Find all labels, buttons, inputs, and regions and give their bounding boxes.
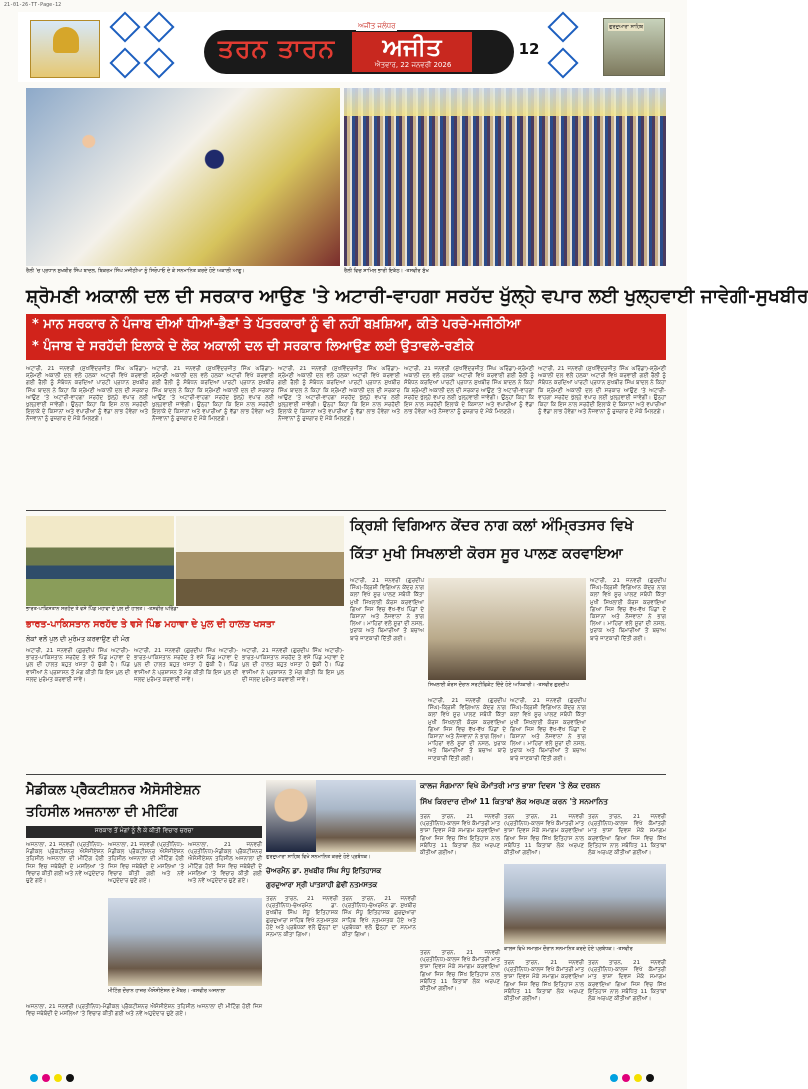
medical-kicker: ਸਰਕਾਰ ਤੋਂ ਮੰਗਾਂ ਨੂੰ ਲੈ ਕੇ ਕੀਤੀ ਵਿਚਾਰ ਚਰਚਾ xyxy=(26,826,262,838)
medical-caption: ਮੀਟਿੰਗ ਦੌਰਾਨ ਹਾਜ਼ਰ ਐਸੋਸੀਏਸ਼ਨ ਦੇ ਮੈਂਬਰ। -ਤਸਵੀਰ ਅਜਨਾਲਾ xyxy=(108,988,226,994)
medical-column-3: ਅਜਨਾਲਾ, 21 ਜਨਵਰੀ (ਪ੍ਰਤੀਨਿਧ)-ਮੈਡੀਕਲ ਪ੍ਰੈਕਟੀਸ਼ਨਰ ਐਸੋਸੀਏਸ਼ਨ ਤਹਿਸੀਲ ਅਜਨਾਲਾ ਦੀ ਮੀਟਿੰਗ ਹੋਈ ਜਿਸ ਵਿਚ ਜਥੇਬੰਦੀ ਦੇ ਮਸਲਿਆਂ 'ਤੇ ਵਿਚਾਰ ਕੀਤੀ ਗਈ ਅਤੇ ਨਵੇਂ ਅਹੁਦੇਦਾਰ ਚੁਣੇ ਗਏ। xyxy=(188,842,262,885)
magenta-swatch xyxy=(42,1074,50,1082)
bridge-headline: ਭਾਰਤ-ਪਾਕਿਸਤਾਨ ਸਰਹੱਦ ਤੇ ਵਸੇ ਪਿੰਡ ਮਹਾਵਾ ਦੇ ਪੁਲ ਦੀ ਹਾਲਤ ਖਸਤਾ xyxy=(26,619,275,630)
medical-headline-2: ਤਹਿਸੀਲ ਅਜਨਾਲਾ ਦੀ ਮੀਟਿੰਗ xyxy=(26,804,178,820)
kvk-column-1: ਅਟਾਰੀ, 21 ਜਨਵਰੀ (ਗੁਰਦੀਪ ਸਿੰਘ)-ਕ੍ਰਿਸ਼ੀ ਵਿਗਿਆਨ ਕੇਂਦਰ ਨਾਗ ਕਲਾਂ ਵਿਖੇ ਸੂਰ ਪਾਲਣ ਸਬੰਧੀ ਕਿੱਤਾ ਮੁਖੀ ਸਿਖਲਾਈ ਕੋਰਸ ਕਰਵਾਇਆ ਗਿਆ ਜਿਸ ਵਿਚ ਵੱਖ-ਵੱਖ ਪਿੰਡਾਂ ਦੇ ਕਿਸਾਨਾਂ ਅਤੇ ਨੌਜਵਾਨਾਂ ਨੇ ਭਾਗ ਲਿਆ। ਮਾਹਿਰਾਂ ਵਲੋਂ ਸੂਰਾਂ ਦੀ ਨਸਲ, ਖੁਰਾਕ ਅਤੇ ਬਿਮਾਰੀਆਂ ਤੋਂ ਬਚਾਅ ਬਾਰੇ ਜਾਣਕਾਰੀ ਦਿੱਤੀ ਗਈ। xyxy=(350,578,424,642)
gurdwara-caption: ਗੁਰਦੁਆਰਾ ਸਾਹਿਬ ਵਿਖੇ ਸਨਮਾਨਿਤ ਕਰਦੇ ਹੋਏ ਪ੍ਰਬੰਧਕ। xyxy=(266,854,371,860)
bridge-photo-2 xyxy=(176,516,344,606)
gurdwara-headline-1: ਚੇਅਰਮੈਨ ਡਾ. ਸੁਖਬੀਰ ਸਿੰਘ ਸੰਧੂ ਇਤਿਹਾਸਕ xyxy=(266,867,382,875)
bridge-subhead: ਲੋਕਾਂ ਵਲੋਂ ਪੁਲ ਦੀ ਮੁਰੰਮਤ ਕਰਵਾਉਣ ਦੀ ਮੰਗ xyxy=(26,635,130,643)
bridge-photo xyxy=(26,516,174,606)
black-swatch xyxy=(646,1074,654,1082)
bridge-caption: ਭਾਰਤ-ਪਾਕਿਸਤਾਨ ਸਰਹੱਦ ਤੇ ਵਸੇ ਪਿੰਡ ਮਹਾਵਾ ਦੇ ਪੁਲ ਦੀ ਹਾਲਤ। -ਤਸਵੀਰ ਘਰਿੰਡਾ xyxy=(26,606,179,612)
masthead xyxy=(18,12,670,82)
medical-headline-1: ਮੈਡੀਕਲ ਪ੍ਰੈਕਟੀਸ਼ਨਰ ਐਸੋਸੀਏਸ਼ਨ xyxy=(26,782,201,798)
page-slug: 21-01-26-TT-Page-12 xyxy=(4,2,62,8)
bridge-column-1: ਅਟਾਰੀ, 21 ਜਨਵਰੀ (ਗੁਰਦੀਪ ਸਿੰਘ ਅਟਾਰੀ)-ਭਾਰਤ-ਪਾਕਿਸਤਾਨ ਸਰਹੱਦ ਤੇ ਵਸੇ ਪਿੰਡ ਮਹਾਵਾ ਦੇ ਪੁਲ ਦੀ ਹਾਲਤ ਬਹੁਤ ਖਸਤਾ ਹੋ ਚੁੱਕੀ ਹੈ। ਪਿੰਡ ਵਾਸੀਆਂ ਨੇ ਪ੍ਰਸ਼ਾਸਨ ਤੋਂ ਮੰਗ ਕੀਤੀ ਕਿ ਇਸ ਪੁਲ ਦੀ ਜਲਦ ਮੁਰੰਮਤ ਕਰਵਾਈ ਜਾਵੇ। xyxy=(26,648,130,683)
college-column-3: ਤਰਨ ਤਾਰਨ, 21 ਜਨਵਰੀ (ਪ੍ਰਤੀਨਿਧ)-ਕਾਲਜ ਵਿਖੇ ਕੌਮਾਂਤਰੀ ਮਾਤ ਭਾਸ਼ਾ ਦਿਵਸ ਮੌਕੇ ਸਮਾਗਮ ਕਰਵਾਇਆ ਗਿਆ ਜਿਸ ਵਿਚ ਸਿੱਖ ਇਤਿਹਾਸ ਨਾਲ ਸਬੰਧਿਤ 11 ਕਿਤਾਬਾਂ ਲੋਕ ਅਰਪਣ ਕੀਤੀਆਂ ਗਈਆਂ। xyxy=(588,814,666,857)
pattern-tile xyxy=(109,47,140,78)
pattern-tile xyxy=(143,11,174,42)
college-headline-1: ਕਾਲਜ ਸੰਗਮਾਨਾ ਵਿਖੇ ਕੌਮਾਂਤਰੀ ਮਾਤ ਭਾਸ਼ਾ ਦਿਵਸ 'ਤੇ ਲੋਕ ਦਰਸ਼ਨ xyxy=(420,781,601,790)
kvk-column-2: ਅਟਾਰੀ, 21 ਜਨਵਰੀ (ਗੁਰਦੀਪ ਸਿੰਘ)-ਕ੍ਰਿਸ਼ੀ ਵਿਗਿਆਨ ਕੇਂਦਰ ਨਾਗ ਕਲਾਂ ਵਿਖੇ ਸੂਰ ਪਾਲਣ ਸਬੰਧੀ ਕਿੱਤਾ ਮੁਖੀ ਸਿਖਲਾਈ ਕੋਰਸ ਕਰਵਾਇਆ ਗਿਆ ਜਿਸ ਵਿਚ ਵੱਖ-ਵੱਖ ਪਿੰਡਾਂ ਦੇ ਕਿਸਾਨਾਂ ਅਤੇ ਨੌਜਵਾਨਾਂ ਨੇ ਭਾਗ ਲਿਆ। ਮਾਹਿਰਾਂ ਵਲੋਂ ਸੂਰਾਂ ਦੀ ਨਸਲ, ਖੁਰਾਕ ਅਤੇ ਬਿਮਾਰੀਆਂ ਤੋਂ ਬਚਾਅ ਬਾਰੇ ਜਾਣਕਾਰੀ ਦਿੱਤੀ ਗਈ। xyxy=(428,698,506,762)
kvk-column-3: ਅਟਾਰੀ, 21 ਜਨਵਰੀ (ਗੁਰਦੀਪ ਸਿੰਘ)-ਕ੍ਰਿਸ਼ੀ ਵਿਗਿਆਨ ਕੇਂਦਰ ਨਾਗ ਕਲਾਂ ਵਿਖੇ ਸੂਰ ਪਾਲਣ ਸਬੰਧੀ ਕਿੱਤਾ ਮੁਖੀ ਸਿਖਲਾਈ ਕੋਰਸ ਕਰਵਾਇਆ ਗਿਆ ਜਿਸ ਵਿਚ ਵੱਖ-ਵੱਖ ਪਿੰਡਾਂ ਦੇ ਕਿਸਾਨਾਂ ਅਤੇ ਨੌਜਵਾਨਾਂ ਨੇ ਭਾਗ ਲਿਆ। ਮਾਹਿਰਾਂ ਵਲੋਂ ਸੂਰਾਂ ਦੀ ਨਸਲ, ਖੁਰਾਕ ਅਤੇ ਬਿਮਾਰੀਆਂ ਤੋਂ ਬਚਾਅ ਬਾਰੇ ਜਾਣਕਾਰੀ ਦਿੱਤੀ ਗਈ। xyxy=(510,698,586,762)
pattern-tile xyxy=(143,47,174,78)
kvk-headline-1: ਕ੍ਰਿਸ਼ੀ ਵਿਗਿਆਨ ਕੇਂਦਰ ਨਾਗ ਕਲਾਂ ਅੰਮ੍ਰਿਤਸਰ ਵਿਖੇ xyxy=(350,518,634,534)
section-divider xyxy=(26,510,666,511)
college-column-1: ਤਰਨ ਤਾਰਨ, 21 ਜਨਵਰੀ (ਪ੍ਰਤੀਨਿਧ)-ਕਾਲਜ ਵਿਖੇ ਕੌਮਾਂਤਰੀ ਮਾਤ ਭਾਸ਼ਾ ਦਿਵਸ ਮੌਕੇ ਸਮਾਗਮ ਕਰਵਾਇਆ ਗਿਆ ਜਿਸ ਵਿਚ ਸਿੱਖ ਇਤਿਹਾਸ ਨਾਲ ਸਬੰਧਿਤ 11 ਕਿਤਾਬਾਂ ਲੋਕ ਅਰਪਣ ਕੀਤੀਆਂ ਗਈਆਂ। xyxy=(420,814,500,857)
top-story-column-5: ਅਟਾਰੀ, 21 ਜਨਵਰੀ (ਸੁਖਵਿੰਦਰਜੀਤ ਸਿੰਘ ਘਰਿੰਡਾ)-ਸ਼੍ਰੋਮਣੀ ਅਕਾਲੀ ਦਲ ਵਲੋਂ ਹਲਕਾ ਅਟਾਰੀ ਵਿਖੇ ਕਰਵਾਈ ਗਈ ਰੈਲੀ ਨੂੰ ਸੰਬੋਧਨ ਕਰਦਿਆਂ ਪਾਰਟੀ ਪ੍ਰਧਾਨ ਸੁਖਬੀਰ ਸਿੰਘ ਬਾਦਲ ਨੇ ਕਿਹਾ ਕਿ ਸ਼੍ਰੋਮਣੀ ਅਕਾਲੀ ਦਲ ਦੀ ਸਰਕਾਰ ਆਉਣ 'ਤੇ ਅਟਾਰੀ-ਵਾਹਗਾ ਸਰਹੱਦ ਖੁੱਲ੍ਹੇ ਵਪਾਰ ਲਈ ਖੁਲ੍ਹਵਾਈ ਜਾਵੇਗੀ। ਉਨ੍ਹਾਂ ਕਿਹਾ ਕਿ ਇਸ ਨਾਲ ਸਰਹੱਦੀ ਇਲਾਕੇ ਦੇ ਕਿਸਾਨਾਂ ਅਤੇ ਵਪਾਰੀਆਂ ਨੂੰ ਵੱਡਾ ਲਾਭ ਹੋਵੇਗਾ ਅਤੇ ਨੌਜਵਾਨਾਂ ਨੂੰ ਰੁਜ਼ਗਾਰ ਦੇ ਮੌਕੇ ਮਿਲਣਗੇ। xyxy=(538,366,666,416)
cyan-swatch xyxy=(610,1074,618,1082)
pattern-tile xyxy=(547,11,578,42)
building-sign: ਗੁਰਦੁਆਰਾ ਸਾਹਿਬ xyxy=(609,24,644,30)
top-story-headline: ਸ਼੍ਰੋਮਣੀ ਅਕਾਲੀ ਦਲ ਦੀ ਸਰਕਾਰ ਆਉਣ 'ਤੇ ਅਟਾਰੀ-ਵਾਹਗਾ ਸਰਹੱਦ ਖੁੱਲ੍ਹੇ ਵਪਾਰ ਲਈ ਖੁਲ੍ਹਵਾਈ ਜਾਵੇਗੀ-ਸੁਖਬੀਰ xyxy=(26,286,808,307)
college-column-5: ਤਰਨ ਤਾਰਨ, 21 ਜਨਵਰੀ (ਪ੍ਰਤੀਨਿਧ)-ਕਾਲਜ ਵਿਖੇ ਕੌਮਾਂਤਰੀ ਮਾਤ ਭਾਸ਼ਾ ਦਿਵਸ ਮੌਕੇ ਸਮਾਗਮ ਕਰਵਾਇਆ ਗਿਆ ਜਿਸ ਵਿਚ ਸਿੱਖ ਇਤਿਹਾਸ ਨਾਲ ਸਬੰਧਿਤ 11 ਕਿਤਾਬਾਂ ਲੋਕ ਅਰਪਣ ਕੀਤੀਆਂ ਗਈਆਂ। xyxy=(504,960,584,1003)
medical-column-1: ਅਜਨਾਲਾ, 21 ਜਨਵਰੀ (ਪ੍ਰਤੀਨਿਧ)-ਮੈਡੀਕਲ ਪ੍ਰੈਕਟੀਸ਼ਨਰ ਐਸੋਸੀਏਸ਼ਨ ਤਹਿਸੀਲ ਅਜਨਾਲਾ ਦੀ ਮੀਟਿੰਗ ਹੋਈ ਜਿਸ ਵਿਚ ਜਥੇਬੰਦੀ ਦੇ ਮਸਲਿਆਂ 'ਤੇ ਵਿਚਾਰ ਕੀਤੀ ਗਈ ਅਤੇ ਨਵੇਂ ਅਹੁਦੇਦਾਰ ਚੁਣੇ ਗਏ। xyxy=(26,842,104,885)
rally-stage-photo xyxy=(26,88,340,266)
rally-crowd-photo xyxy=(344,88,666,266)
section-divider xyxy=(26,774,666,775)
gurdwara-column-1: ਤਰਨ ਤਾਰਨ, 21 ਜਨਵਰੀ (ਪ੍ਰਤੀਨਿਧ)-ਚੇਅਰਮੈਨ ਡਾ. ਸੁਖਬੀਰ ਸਿੰਘ ਸੰਧੂ ਇਤਿਹਾਸਕ ਗੁਰਦੁਆਰਾ ਸਾਹਿਬ ਵਿਖੇ ਨਤਮਸਤਕ ਹੋਏ ਅਤੇ ਪ੍ਰਬੰਧਕਾਂ ਵਲੋਂ ਉਨ੍ਹਾਂ ਦਾ ਸਨਮਾਨ ਕੀਤਾ ਗਿਆ। xyxy=(266,896,338,939)
top-story-column-4: ਅਟਾਰੀ, 21 ਜਨਵਰੀ (ਸੁਖਵਿੰਦਰਜੀਤ ਸਿੰਘ ਘਰਿੰਡਾ)-ਸ਼੍ਰੋਮਣੀ ਅਕਾਲੀ ਦਲ ਵਲੋਂ ਹਲਕਾ ਅਟਾਰੀ ਵਿਖੇ ਕਰਵਾਈ ਗਈ ਰੈਲੀ ਨੂੰ ਸੰਬੋਧਨ ਕਰਦਿਆਂ ਪਾਰਟੀ ਪ੍ਰਧਾਨ ਸੁਖਬੀਰ ਸਿੰਘ ਬਾਦਲ ਨੇ ਕਿਹਾ ਕਿ ਸ਼੍ਰੋਮਣੀ ਅਕਾਲੀ ਦਲ ਦੀ ਸਰਕਾਰ ਆਉਣ 'ਤੇ ਅਟਾਰੀ-ਵਾਹਗਾ ਸਰਹੱਦ ਖੁੱਲ੍ਹੇ ਵਪਾਰ ਲਈ ਖੁਲ੍ਹਵਾਈ ਜਾਵੇਗੀ। ਉਨ੍ਹਾਂ ਕਿਹਾ ਕਿ ਇਸ ਨਾਲ ਸਰਹੱਦੀ ਇਲਾਕੇ ਦੇ ਕਿਸਾਨਾਂ ਅਤੇ ਵਪਾਰੀਆਂ ਨੂੰ ਵੱਡਾ ਲਾਭ ਹੋਵੇਗਾ ਅਤੇ ਨੌਜਵਾਨਾਂ ਨੂੰ ਰੁਜ਼ਗਾਰ ਦੇ ਮੌਕੇ ਮਿਲਣਗੇ। xyxy=(404,366,534,416)
top-story-subhead-2: * ਪੰਜਾਬ ਦੇ ਸਰਹੱਦੀ ਇਲਾਕੇ ਦੇ ਲੋਕ ਅਕਾਲੀ ਦਲ ਦੀ ਸਰਕਾਰ ਲਿਆਉਣ ਲਈ ਉਤਾਵਲੇ-ਰਣੀਕੇ xyxy=(32,339,474,354)
rally-stage-caption: ਰੈਲੀ 'ਚ ਪ੍ਰਧਾਨ ਸੁਖਬੀਰ ਸਿੰਘ ਬਾਦਲ, ਬਿਕਰਮ ਸਿੰਘ ਮਜੀਠੀਆ ਨੂੰ ਸਿਰੋਪਾਓ ਦੇ ਕੇ ਸਨਮਾਨਿਤ ਕਰਦੇ ਹੋਏ ਅਕਾਲੀ ਆਗੂ। xyxy=(26,268,245,274)
college-column-6: ਤਰਨ ਤਾਰਨ, 21 ਜਨਵਰੀ (ਪ੍ਰਤੀਨਿਧ)-ਕਾਲਜ ਵਿਖੇ ਕੌਮਾਂਤਰੀ ਮਾਤ ਭਾਸ਼ਾ ਦਿਵਸ ਮੌਕੇ ਸਮਾਗਮ ਕਰਵਾਇਆ ਗਿਆ ਜਿਸ ਵਿਚ ਸਿੱਖ ਇਤਿਹਾਸ ਨਾਲ ਸਬੰਧਿਤ 11 ਕਿਤਾਬਾਂ ਲੋਕ ਅਰਪਣ ਕੀਤੀਆਂ ਗਈਆਂ। xyxy=(588,960,666,1003)
top-story-subheads xyxy=(26,314,666,360)
brand-logo: ਅਜੀਤ xyxy=(352,32,472,72)
kvk-training-photo xyxy=(428,578,586,680)
college-column-4: ਤਰਨ ਤਾਰਨ, 21 ਜਨਵਰੀ (ਪ੍ਰਤੀਨਿਧ)-ਕਾਲਜ ਵਿਖੇ ਕੌਮਾਂਤਰੀ ਮਾਤ ਭਾਸ਼ਾ ਦਿਵਸ ਮੌਕੇ ਸਮਾਗਮ ਕਰਵਾਇਆ ਗਿਆ ਜਿਸ ਵਿਚ ਸਿੱਖ ਇਤਿਹਾਸ ਨਾਲ ਸਬੰਧਿਤ 11 ਕਿਤਾਬਾਂ ਲੋਕ ਅਰਪਣ ਕੀਤੀਆਂ ਗਈਆਂ। xyxy=(420,950,500,993)
cyan-swatch xyxy=(30,1074,38,1082)
medical-meeting-photo xyxy=(108,898,262,986)
pattern-tile xyxy=(547,47,578,78)
kvk-headline-2: ਕਿੱਤਾ ਮੁਖੀ ਸਿਖਲਾਈ ਕੋਰਸ ਸੂਰ ਪਾਲਣ ਕਰਵਾਇਆ xyxy=(350,546,623,562)
kvk-column-4: ਅਟਾਰੀ, 21 ਜਨਵਰੀ (ਗੁਰਦੀਪ ਸਿੰਘ)-ਕ੍ਰਿਸ਼ੀ ਵਿਗਿਆਨ ਕੇਂਦਰ ਨਾਗ ਕਲਾਂ ਵਿਖੇ ਸੂਰ ਪਾਲਣ ਸਬੰਧੀ ਕਿੱਤਾ ਮੁਖੀ ਸਿਖਲਾਈ ਕੋਰਸ ਕਰਵਾਇਆ ਗਿਆ ਜਿਸ ਵਿਚ ਵੱਖ-ਵੱਖ ਪਿੰਡਾਂ ਦੇ ਕਿਸਾਨਾਂ ਅਤੇ ਨੌਜਵਾਨਾਂ ਨੇ ਭਾਗ ਲਿਆ। ਮਾਹਿਰਾਂ ਵਲੋਂ ਸੂਰਾਂ ਦੀ ਨਸਲ, ਖੁਰਾਕ ਅਤੇ ਬਿਮਾਰੀਆਂ ਤੋਂ ਬਚਾਅ ਬਾਰੇ ਜਾਣਕਾਰੀ ਦਿੱਤੀ ਗਈ। xyxy=(590,578,666,642)
print-registration-marks xyxy=(30,1074,660,1084)
yellow-swatch xyxy=(634,1074,642,1082)
top-story-column-3: ਅਟਾਰੀ, 21 ਜਨਵਰੀ (ਸੁਖਵਿੰਦਰਜੀਤ ਸਿੰਘ ਘਰਿੰਡਾ)-ਸ਼੍ਰੋਮਣੀ ਅਕਾਲੀ ਦਲ ਵਲੋਂ ਹਲਕਾ ਅਟਾਰੀ ਵਿਖੇ ਕਰਵਾਈ ਗਈ ਰੈਲੀ ਨੂੰ ਸੰਬੋਧਨ ਕਰਦਿਆਂ ਪਾਰਟੀ ਪ੍ਰਧਾਨ ਸੁਖਬੀਰ ਸਿੰਘ ਬਾਦਲ ਨੇ ਕਿਹਾ ਕਿ ਸ਼੍ਰੋਮਣੀ ਅਕਾਲੀ ਦਲ ਦੀ ਸਰਕਾਰ ਆਉਣ 'ਤੇ ਅਟਾਰੀ-ਵਾਹਗਾ ਸਰਹੱਦ ਖੁੱਲ੍ਹੇ ਵਪਾਰ ਲਈ ਖੁਲ੍ਹਵਾਈ ਜਾਵੇਗੀ। ਉਨ੍ਹਾਂ ਕਿਹਾ ਕਿ ਇਸ ਨਾਲ ਸਰਹੱਦੀ ਇਲਾਕੇ ਦੇ ਕਿਸਾਨਾਂ ਅਤੇ ਵਪਾਰੀਆਂ ਨੂੰ ਵੱਡਾ ਲਾਭ ਹੋਵੇਗਾ ਅਤੇ ਨੌਜਵਾਨਾਂ ਨੂੰ ਰੁਜ਼ਗਾਰ ਦੇ ਮੌਕੇ ਮਿਲਣਗੇ। xyxy=(278,366,400,423)
college-event-photo xyxy=(504,864,666,944)
college-caption: ਕਾਲਜ ਵਿਖੇ ਸਮਾਗਮ ਦੌਰਾਨ ਸਨਮਾਨਿਤ ਕਰਦੇ ਹੋਏ ਪ੍ਰਬੰਧਕ। -ਤਸਵੀਰ xyxy=(504,946,633,952)
page-number: 12 xyxy=(518,40,540,58)
gurdwara-headline-2: ਗੁਰਦੁਆਰਾ ਸ੍ਰੀ ਪਾਤਸ਼ਾਹੀ ਛੇਵੀਂ ਨਤਮਸਤਕ xyxy=(266,881,378,889)
pattern-tile xyxy=(109,11,140,42)
masthead-right-art xyxy=(548,12,670,82)
medical-column-4: ਅਜਨਾਲਾ, 21 ਜਨਵਰੀ (ਪ੍ਰਤੀਨਿਧ)-ਮੈਡੀਕਲ ਪ੍ਰੈਕਟੀਸ਼ਨਰ ਐਸੋਸੀਏਸ਼ਨ ਤਹਿਸੀਲ ਅਜਨਾਲਾ ਦੀ ਮੀਟਿੰਗ ਹੋਈ ਜਿਸ ਵਿਚ ਜਥੇਬੰਦੀ ਦੇ ਮਸਲਿਆਂ 'ਤੇ ਵਿਚਾਰ ਕੀਤੀ ਗਈ ਅਤੇ ਨਵੇਂ ਅਹੁਦੇਦਾਰ ਚੁਣੇ ਗਏ। xyxy=(26,1004,262,1018)
yellow-swatch xyxy=(54,1074,62,1082)
kvk-caption: ਸਿਖਲਾਈ ਕੋਰਸ ਦੌਰਾਨ ਸਰਟੀਫਿਕੇਟ ਦਿੰਦੇ ਹੋਏ ਅਧਿਕਾਰੀ। -ਤਸਵੀਰ ਗੁਰਦੀਪ xyxy=(428,682,569,688)
gurdwara-column-2: ਤਰਨ ਤਾਰਨ, 21 ਜਨਵਰੀ (ਪ੍ਰਤੀਨਿਧ)-ਚੇਅਰਮੈਨ ਡਾ. ਸੁਖਬੀਰ ਸਿੰਘ ਸੰਧੂ ਇਤਿਹਾਸਕ ਗੁਰਦੁਆਰਾ ਸਾਹਿਬ ਵਿਖੇ ਨਤਮਸਤਕ ਹੋਏ ਅਤੇ ਪ੍ਰਬੰਧਕਾਂ ਵਲੋਂ ਉਨ੍ਹਾਂ ਦਾ ਸਨਮਾਨ ਕੀਤਾ ਗਿਆ। xyxy=(342,896,416,939)
college-column-2: ਤਰਨ ਤਾਰਨ, 21 ਜਨਵਰੀ (ਪ੍ਰਤੀਨਿਧ)-ਕਾਲਜ ਵਿਖੇ ਕੌਮਾਂਤਰੀ ਮਾਤ ਭਾਸ਼ਾ ਦਿਵਸ ਮੌਕੇ ਸਮਾਗਮ ਕਰਵਾਇਆ ਗਿਆ ਜਿਸ ਵਿਚ ਸਿੱਖ ਇਤਿਹਾਸ ਨਾਲ ਸਬੰਧਿਤ 11 ਕਿਤਾਬਾਂ ਲੋਕ ਅਰਪਣ ਕੀਤੀਆਂ ਗਈਆਂ। xyxy=(504,814,584,857)
building-image xyxy=(603,18,665,76)
medical-column-2: ਅਜਨਾਲਾ, 21 ਜਨਵਰੀ (ਪ੍ਰਤੀਨਿਧ)-ਮੈਡੀਕਲ ਪ੍ਰੈਕਟੀਸ਼ਨਰ ਐਸੋਸੀਏਸ਼ਨ ਤਹਿਸੀਲ ਅਜਨਾਲਾ ਦੀ ਮੀਟਿੰਗ ਹੋਈ ਜਿਸ ਵਿਚ ਜਥੇਬੰਦੀ ਦੇ ਮਸਲਿਆਂ 'ਤੇ ਵਿਚਾਰ ਕੀਤੀ ਗਈ ਅਤੇ ਨਵੇਂ ਅਹੁਦੇਦਾਰ ਚੁਣੇ ਗਏ। xyxy=(108,842,184,885)
top-story-column-1: ਅਟਾਰੀ, 21 ਜਨਵਰੀ (ਸੁਖਵਿੰਦਰਜੀਤ ਸਿੰਘ ਘਰਿੰਡਾ)-ਸ਼੍ਰੋਮਣੀ ਅਕਾਲੀ ਦਲ ਵਲੋਂ ਹਲਕਾ ਅਟਾਰੀ ਵਿਖੇ ਕਰਵਾਈ ਗਈ ਰੈਲੀ ਨੂੰ ਸੰਬੋਧਨ ਕਰਦਿਆਂ ਪਾਰਟੀ ਪ੍ਰਧਾਨ ਸੁਖਬੀਰ ਸਿੰਘ ਬਾਦਲ ਨੇ ਕਿਹਾ ਕਿ ਸ਼੍ਰੋਮਣੀ ਅਕਾਲੀ ਦਲ ਦੀ ਸਰਕਾਰ ਆਉਣ 'ਤੇ ਅਟਾਰੀ-ਵਾਹਗਾ ਸਰਹੱਦ ਖੁੱਲ੍ਹੇ ਵਪਾਰ ਲਈ ਖੁਲ੍ਹਵਾਈ ਜਾਵੇਗੀ। ਉਨ੍ਹਾਂ ਕਿਹਾ ਕਿ ਇਸ ਨਾਲ ਸਰਹੱਦੀ ਇਲਾਕੇ ਦੇ ਕਿਸਾਨਾਂ ਅਤੇ ਵਪਾਰੀਆਂ ਨੂੰ ਵੱਡਾ ਲਾਭ ਹੋਵੇਗਾ ਅਤੇ ਨੌਜਵਾਨਾਂ ਨੂੰ ਰੁਜ਼ਗਾਰ ਦੇ ਮੌਕੇ ਮਿਲਣਗੇ। xyxy=(26,366,148,423)
bridge-column-2: ਅਟਾਰੀ, 21 ਜਨਵਰੀ (ਗੁਰਦੀਪ ਸਿੰਘ ਅਟਾਰੀ)-ਭਾਰਤ-ਪਾਕਿਸਤਾਨ ਸਰਹੱਦ ਤੇ ਵਸੇ ਪਿੰਡ ਮਹਾਵਾ ਦੇ ਪੁਲ ਦੀ ਹਾਲਤ ਬਹੁਤ ਖਸਤਾ ਹੋ ਚੁੱਕੀ ਹੈ। ਪਿੰਡ ਵਾਸੀਆਂ ਨੇ ਪ੍ਰਸ਼ਾਸਨ ਤੋਂ ਮੰਗ ਕੀਤੀ ਕਿ ਇਸ ਪੁਲ ਦੀ ਜਲਦ ਮੁਰੰਮਤ ਕਰਵਾਈ ਜਾਵੇ। xyxy=(134,648,238,683)
masthead-banner xyxy=(204,22,514,74)
rally-crowd-caption: ਰੈਲੀ ਵਿਚ ਸ਼ਾਮਿਲ ਭਾਰੀ ਇਕੱਠ। -ਤਸਵੀਰ ਸੁੱਖ xyxy=(344,268,429,274)
top-story-column-2: ਅਟਾਰੀ, 21 ਜਨਵਰੀ (ਸੁਖਵਿੰਦਰਜੀਤ ਸਿੰਘ ਘਰਿੰਡਾ)-ਸ਼੍ਰੋਮਣੀ ਅਕਾਲੀ ਦਲ ਵਲੋਂ ਹਲਕਾ ਅਟਾਰੀ ਵਿਖੇ ਕਰਵਾਈ ਗਈ ਰੈਲੀ ਨੂੰ ਸੰਬੋਧਨ ਕਰਦਿਆਂ ਪਾਰਟੀ ਪ੍ਰਧਾਨ ਸੁਖਬੀਰ ਸਿੰਘ ਬਾਦਲ ਨੇ ਕਿਹਾ ਕਿ ਸ਼੍ਰੋਮਣੀ ਅਕਾਲੀ ਦਲ ਦੀ ਸਰਕਾਰ ਆਉਣ 'ਤੇ ਅਟਾਰੀ-ਵਾਹਗਾ ਸਰਹੱਦ ਖੁੱਲ੍ਹੇ ਵਪਾਰ ਲਈ ਖੁਲ੍ਹਵਾਈ ਜਾਵੇਗੀ। ਉਨ੍ਹਾਂ ਕਿਹਾ ਕਿ ਇਸ ਨਾਲ ਸਰਹੱਦੀ ਇਲਾਕੇ ਦੇ ਕਿਸਾਨਾਂ ਅਤੇ ਵਪਾਰੀਆਂ ਨੂੰ ਵੱਡਾ ਲਾਭ ਹੋਵੇਗਾ ਅਤੇ ਨੌਜਵਾਨਾਂ ਨੂੰ ਰੁਜ਼ਗਾਰ ਦੇ ਮੌਕੇ ਮਿਲਣਗੇ। xyxy=(152,366,274,423)
brand-subtitle: ਅਜੀਤ ਜਲੰਧਰ xyxy=(358,22,396,30)
magenta-swatch xyxy=(622,1074,630,1082)
gurdwara-photo-portrait xyxy=(266,780,316,852)
top-story-subhead-1: * ਮਾਨ ਸਰਕਾਰ ਨੇ ਪੰਜਾਬ ਦੀਆਂ ਧੀਆਂ-ਭੈਣਾਂ ਤੇ ਪੱਤਰਕਾਰਾਂ ਨੂੰ ਵੀ ਨਹੀਂ ਬਖ਼ਸ਼ਿਆ, ਕੀਤੇ ਪਰਚੇ-ਮਜੀਠੀਆ xyxy=(32,317,521,332)
issue-date: ਐਤਵਾਰ, 22 ਜਨਵਰੀ 2026 xyxy=(374,61,452,69)
masthead-left-art xyxy=(18,12,186,82)
college-headline-2: ਸਿੱਖ ਕਿਰਦਾਰ ਦੀਆਂ 11 ਕਿਤਾਬਾਂ ਲੋਕ ਅਰਪਣ ਕਰਨ 'ਤੇ ਸਨਮਾਨਿਤ xyxy=(420,797,608,806)
black-swatch xyxy=(66,1074,74,1082)
bridge-column-3: ਅਟਾਰੀ, 21 ਜਨਵਰੀ (ਗੁਰਦੀਪ ਸਿੰਘ ਅਟਾਰੀ)-ਭਾਰਤ-ਪਾਕਿਸਤਾਨ ਸਰਹੱਦ ਤੇ ਵਸੇ ਪਿੰਡ ਮਹਾਵਾ ਦੇ ਪੁਲ ਦੀ ਹਾਲਤ ਬਹੁਤ ਖਸਤਾ ਹੋ ਚੁੱਕੀ ਹੈ। ਪਿੰਡ ਵਾਸੀਆਂ ਨੇ ਪ੍ਰਸ਼ਾਸਨ ਤੋਂ ਮੰਗ ਕੀਤੀ ਕਿ ਇਸ ਪੁਲ ਦੀ ਜਲਦ ਮੁਰੰਮਤ ਕਰਵਾਈ ਜਾਵੇ। xyxy=(242,648,344,683)
golden-temple-image xyxy=(30,20,100,78)
edition-title: ਤਰਨ ਤਾਰਨ xyxy=(218,34,336,63)
